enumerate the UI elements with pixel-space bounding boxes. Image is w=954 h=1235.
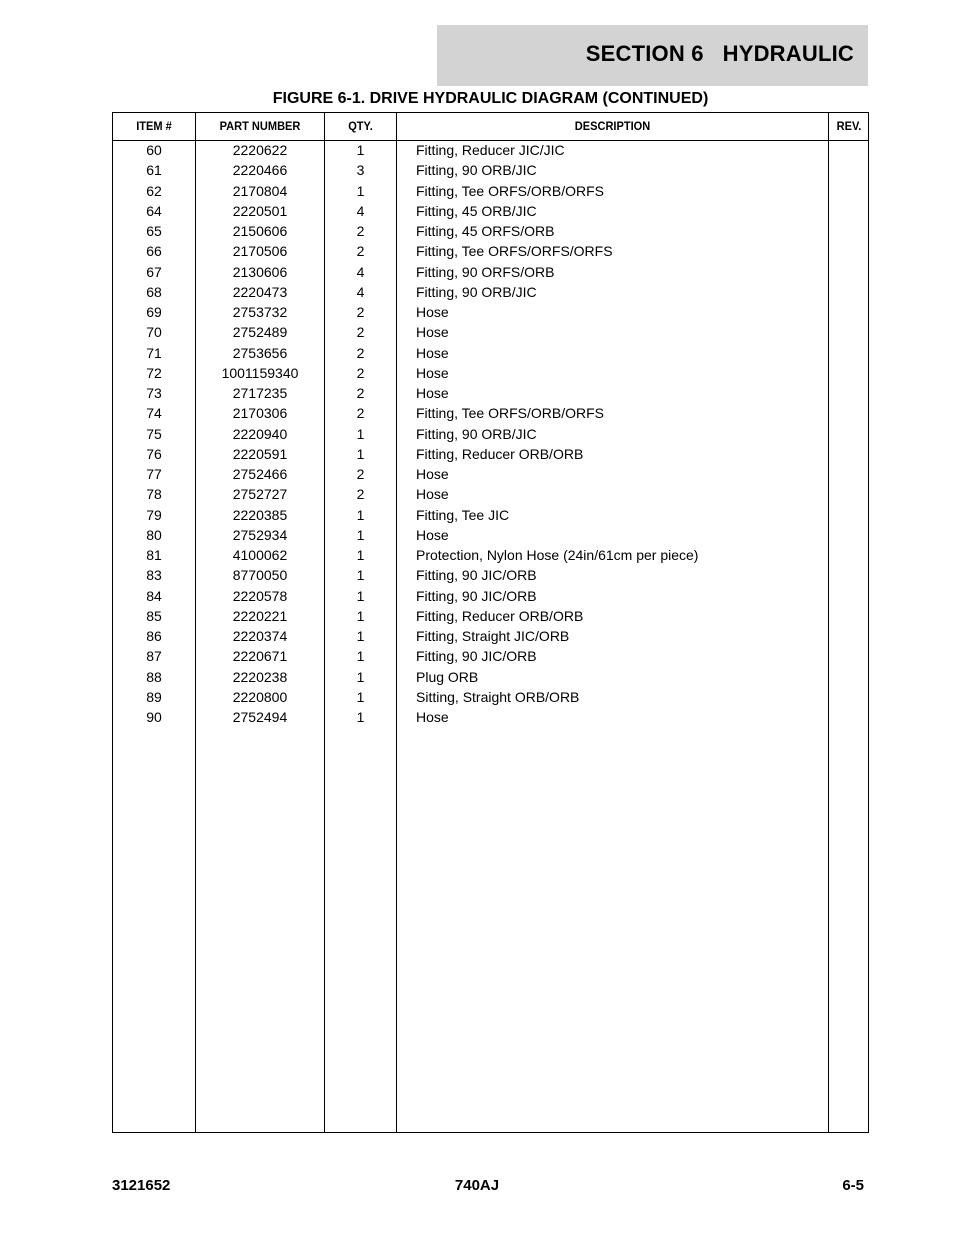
cell-item: 88 [146,668,162,685]
cell-rev [829,181,869,201]
cell-part-number: 2220238 [232,668,288,685]
cell-part-number: 2170506 [232,243,288,260]
cell-part-number: 2220473 [232,283,288,300]
table-row [113,646,868,666]
cell-qty: 4 [356,263,365,280]
cell-qty: 2 [356,304,365,320]
cell-rev [829,545,869,565]
table-row [113,322,868,342]
cell-part-number: 2220385 [232,506,288,523]
cell-qty: 2 [356,466,365,482]
cell-description: Fitting, Reducer ORB/ORB [416,445,584,462]
cell-part-number: 2150606 [232,223,288,239]
table-row [113,687,868,707]
cell-qty: 2 [356,324,365,341]
cell-item: 60 [146,142,162,158]
cell-rev [829,424,869,444]
figure-title: FIGURE 6-1. DRIVE HYDRAULIC DIAGRAM (CONTINUED) [272,90,709,107]
cell-qty: 2 [356,385,365,401]
table-row [113,403,868,423]
cell-item: 84 [146,587,162,604]
table-row [113,363,868,383]
table-row [113,181,868,201]
cell-item: 89 [146,688,162,705]
cell-description: Fitting, Reducer ORB/ORB [416,607,584,624]
cell-description: Fitting, Tee ORFS/ORB/ORFS [416,405,605,422]
table-row [113,241,868,261]
cell-description: Hose [416,344,449,361]
cell-description: Hose [416,385,449,401]
parts-table [112,112,869,1133]
cell-rev [829,343,869,363]
table-row [113,525,868,545]
footer-page-number: 6-5 [842,1177,864,1194]
cell-item: 67 [146,263,162,280]
cell-part-number: 2170306 [232,405,288,422]
cell-rev [829,505,869,525]
table-row [113,444,868,464]
cell-item: 83 [146,567,162,584]
cell-rev [829,525,869,545]
cell-item: 90 [146,709,162,725]
cell-rev [829,586,869,606]
cell-item: 76 [146,445,162,462]
cell-part-number: 2220374 [232,628,288,644]
cell-qty: 4 [356,283,365,300]
cell-rev [829,201,869,221]
cell-qty: 1 [356,668,365,685]
table-row [113,424,868,444]
cell-rev [829,322,869,342]
column-header-qty: QTY. [348,119,373,133]
cell-qty: 1 [356,567,365,584]
cell-description: Protection, Nylon Hose (24in/61cm per piece) [416,547,699,563]
cell-part-number: 2220940 [232,425,288,442]
column-header-description: DESCRIPTION [574,119,651,133]
cell-item: 73 [146,385,162,401]
cell-description: Fitting, 90 JIC/ORB [416,587,537,604]
table-row [113,565,868,585]
table-body [113,140,868,727]
cell-part-number: 2752494 [232,709,288,725]
cell-part-number: 4100062 [232,547,288,563]
cell-qty: 1 [356,587,365,604]
footer-doc-number: 3121652 [112,1177,171,1194]
footer-model: 740AJ [454,1177,500,1194]
cell-part-number: 2220800 [232,688,288,705]
cell-qty: 2 [356,405,365,422]
cell-rev [829,707,869,727]
cell-qty: 1 [356,648,365,665]
cell-qty: 4 [356,202,365,219]
cell-rev [829,626,869,646]
cell-qty: 2 [356,243,365,260]
cell-description: Fitting, 45 ORB/JIC [416,202,537,219]
cell-item: 77 [146,466,162,482]
cell-description: Fitting, 90 JIC/ORB [416,567,537,584]
cell-item: 81 [146,547,162,563]
cell-item: 87 [146,648,162,665]
cell-rev [829,302,869,322]
cell-description: Sitting, Straight ORB/ORB [416,688,580,705]
cell-qty: 2 [356,344,365,361]
cell-qty: 1 [356,607,365,624]
cell-description: Hose [416,304,449,320]
cell-rev [829,464,869,484]
cell-item: 69 [146,304,162,320]
column-header-rev: REV. [836,119,862,133]
cell-item: 68 [146,283,162,300]
cell-part-number: 2220671 [232,648,288,665]
cell-description: Fitting, 90 ORB/JIC [416,283,537,300]
cell-part-number: 2220591 [232,445,288,462]
cell-item: 64 [146,202,162,219]
cell-part-number: 2752466 [232,466,288,482]
cell-item: 62 [146,182,162,199]
column-header-part-number: PART NUMBER [219,119,301,133]
cell-rev [829,160,869,180]
cell-description: Fitting, Tee ORFS/ORB/ORFS [416,182,605,199]
cell-description: Hose [416,486,449,503]
cell-rev [829,363,869,383]
cell-rev [829,241,869,261]
cell-item: 71 [146,344,162,361]
cell-item: 80 [146,526,162,543]
table-row [113,221,868,241]
cell-item: 86 [146,628,162,644]
column-header-item: ITEM # [136,119,172,133]
cell-part-number: 2717235 [232,385,288,401]
cell-qty: 1 [356,526,365,543]
cell-description: Fitting, Straight JIC/ORB [416,628,570,644]
cell-qty: 1 [356,425,365,442]
cell-description: Fitting, 90 JIC/ORB [416,648,537,665]
table-row [113,383,868,403]
cell-item: 74 [146,405,162,422]
cell-description: Fitting, 90 ORB/JIC [416,162,537,179]
cell-description: Hose [416,364,449,381]
cell-part-number: 2130606 [232,263,288,280]
cell-item: 70 [146,324,162,341]
table-row [113,586,868,606]
cell-qty: 1 [356,142,365,158]
cell-rev [829,403,869,423]
cell-item: 72 [146,364,162,381]
cell-description: Fitting, Tee ORFS/ORFS/ORFS [416,243,613,260]
cell-part-number: 2220466 [232,162,288,179]
cell-rev [829,606,869,626]
cell-description: Fitting, 45 ORFS/ORB [416,223,555,239]
cell-qty: 3 [356,162,365,179]
cell-part-number: 1001159340 [221,364,299,381]
cell-part-number: 2220622 [232,142,288,158]
cell-qty: 1 [356,547,365,563]
cell-rev [829,667,869,687]
cell-description: Fitting, 90 ORFS/ORB [416,263,555,280]
table-row [113,505,868,525]
cell-part-number: 2220578 [232,587,288,604]
table-row [113,201,868,221]
cell-qty: 1 [356,688,365,705]
cell-item: 85 [146,607,162,624]
table-row [113,160,868,180]
cell-qty: 1 [356,182,365,199]
cell-item: 79 [146,506,162,523]
table-row [113,484,868,504]
cell-qty: 2 [356,364,365,381]
cell-part-number: 2752727 [232,486,288,503]
cell-part-number: 2752489 [232,324,288,341]
cell-qty: 1 [356,506,365,523]
cell-description: Hose [416,466,449,482]
table-row [113,707,868,727]
cell-item: 65 [146,223,162,239]
cell-description: Hose [416,324,449,341]
table-row [113,343,868,363]
table-row [113,140,868,160]
cell-rev [829,383,869,403]
table-row [113,464,868,484]
section-header [437,25,868,86]
cell-part-number: 2220501 [232,202,288,219]
table-row [113,545,868,565]
cell-part-number: 2753656 [232,344,288,361]
cell-qty: 2 [356,223,365,239]
cell-rev [829,646,869,666]
cell-part-number: 8770050 [232,567,288,584]
section-title: SECTION 6 HYDRAULIC [585,41,854,66]
cell-item: 66 [146,243,162,260]
cell-part-number: 2220221 [232,607,288,624]
table-row [113,282,868,302]
cell-item: 75 [146,425,162,442]
cell-rev [829,687,869,707]
table-row [113,626,868,646]
cell-description: Hose [416,526,449,543]
cell-rev [829,565,869,585]
cell-description: Fitting, Tee JIC [416,506,510,523]
cell-qty: 1 [356,709,365,725]
cell-part-number: 2752934 [232,526,288,543]
cell-item: 78 [146,486,162,503]
cell-rev [829,282,869,302]
cell-rev [829,221,869,241]
cell-rev [829,262,869,282]
cell-rev [829,140,869,160]
cell-qty: 1 [356,628,365,644]
cell-rev [829,444,869,464]
cell-qty: 1 [356,445,365,462]
table-row [113,606,868,626]
cell-description: Hose [416,709,449,725]
cell-rev [829,484,869,504]
cell-qty: 2 [356,486,365,503]
cell-description: Fitting, 90 ORB/JIC [416,425,537,442]
cell-description: Plug ORB [416,668,479,685]
cell-description: Fitting, Reducer JIC/JIC [416,142,565,158]
table-row [113,302,868,322]
cell-item: 61 [146,162,162,179]
cell-part-number: 2170804 [232,182,288,199]
cell-part-number: 2753732 [232,304,288,320]
table-row [113,667,868,687]
table-row [113,262,868,282]
